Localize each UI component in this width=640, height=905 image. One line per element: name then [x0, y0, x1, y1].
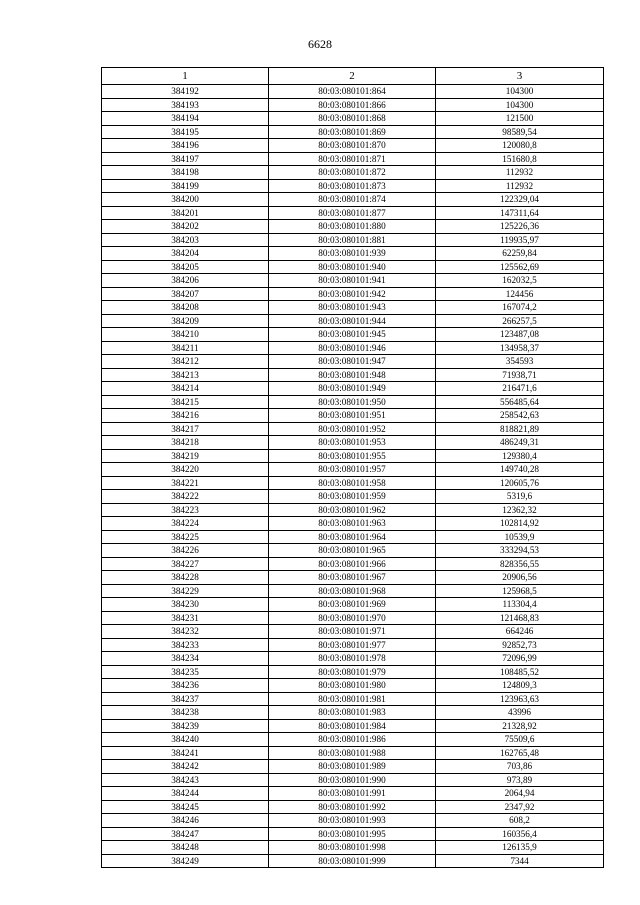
- row-number-cell: 384241: [102, 746, 269, 760]
- cadastral-number-cell: 80:03:080101:949: [269, 382, 436, 396]
- cadastral-number-cell: 80:03:080101:951: [269, 409, 436, 423]
- table-row: [102, 355, 604, 369]
- cadastral-number-cell: 80:03:080101:965: [269, 544, 436, 558]
- cadastral-number-cell: 80:03:080101:970: [269, 611, 436, 625]
- row-number-cell: 384223: [102, 503, 269, 517]
- value-cell: 973,89: [436, 773, 604, 787]
- row-number-cell: 384246: [102, 814, 269, 828]
- table-row: [102, 422, 604, 436]
- table-row: [102, 800, 604, 814]
- value-cell: 160356,4: [436, 827, 604, 841]
- table-row: [102, 490, 604, 504]
- cadastral-number-cell: 80:03:080101:943: [269, 301, 436, 315]
- value-cell: 124456: [436, 287, 604, 301]
- row-number-cell: 384218: [102, 436, 269, 450]
- row-number-cell: 384204: [102, 247, 269, 261]
- cadastral-number-cell: 80:03:080101:880: [269, 220, 436, 234]
- row-number-cell: 384232: [102, 625, 269, 639]
- row-number-cell: 384211: [102, 341, 269, 355]
- value-cell: 126135,9: [436, 841, 604, 855]
- row-number-cell: 384219: [102, 449, 269, 463]
- row-number-cell: 384199: [102, 179, 269, 193]
- cadastral-number-cell: 80:03:080101:990: [269, 773, 436, 787]
- row-number-cell: 384195: [102, 125, 269, 139]
- value-cell: 125562,69: [436, 260, 604, 274]
- cadastral-number-cell: 80:03:080101:946: [269, 341, 436, 355]
- row-number-cell: 384240: [102, 733, 269, 747]
- cadastral-number-cell: 80:03:080101:944: [269, 314, 436, 328]
- value-cell: 486249,31: [436, 436, 604, 450]
- cadastral-number-cell: 80:03:080101:872: [269, 166, 436, 180]
- cadastral-number-cell: 80:03:080101:959: [269, 490, 436, 504]
- cadastral-number-cell: 80:03:080101:971: [269, 625, 436, 639]
- value-cell: 818821,89: [436, 422, 604, 436]
- value-cell: 20906,56: [436, 571, 604, 585]
- table-row: [102, 220, 604, 234]
- table-row: [102, 841, 604, 855]
- row-number-cell: 384226: [102, 544, 269, 558]
- row-number-cell: 384235: [102, 665, 269, 679]
- value-cell: 43996: [436, 706, 604, 720]
- table-row: [102, 746, 604, 760]
- row-number-cell: 384222: [102, 490, 269, 504]
- column-header-2: 2: [269, 68, 436, 85]
- value-cell: 62259,84: [436, 247, 604, 261]
- row-number-cell: 384194: [102, 112, 269, 126]
- value-cell: 75509,6: [436, 733, 604, 747]
- row-number-cell: 384242: [102, 760, 269, 774]
- row-number-cell: 384221: [102, 476, 269, 490]
- value-cell: 119935,97: [436, 233, 604, 247]
- row-number-cell: 384236: [102, 679, 269, 693]
- cadastral-number-cell: 80:03:080101:966: [269, 557, 436, 571]
- row-number-cell: 384237: [102, 692, 269, 706]
- table-row: [102, 638, 604, 652]
- table-row: [102, 368, 604, 382]
- table-row: [102, 463, 604, 477]
- row-number-cell: 384233: [102, 638, 269, 652]
- row-number-cell: 384208: [102, 301, 269, 315]
- value-cell: 122329,04: [436, 193, 604, 207]
- cadastral-number-cell: 80:03:080101:952: [269, 422, 436, 436]
- cadastral-number-cell: 80:03:080101:983: [269, 706, 436, 720]
- cadastral-number-cell: 80:03:080101:941: [269, 274, 436, 288]
- value-cell: 2064,94: [436, 787, 604, 801]
- cadastral-number-cell: 80:03:080101:881: [269, 233, 436, 247]
- cadastral-number-cell: 80:03:080101:962: [269, 503, 436, 517]
- value-cell: 121468,83: [436, 611, 604, 625]
- table-header: [102, 68, 604, 85]
- row-number-cell: 384198: [102, 166, 269, 180]
- value-cell: 124809,3: [436, 679, 604, 693]
- table-row: [102, 476, 604, 490]
- row-number-cell: 384214: [102, 382, 269, 396]
- cadastral-number-cell: 80:03:080101:942: [269, 287, 436, 301]
- table-row: [102, 85, 604, 99]
- value-cell: 134958,37: [436, 341, 604, 355]
- cadastral-number-cell: 80:03:080101:981: [269, 692, 436, 706]
- cadastral-number-cell: 80:03:080101:957: [269, 463, 436, 477]
- value-cell: 108485,52: [436, 665, 604, 679]
- row-number-cell: 384225: [102, 530, 269, 544]
- table-row: [102, 625, 604, 639]
- page-number: 6628: [308, 37, 332, 51]
- row-number-cell: 384243: [102, 773, 269, 787]
- value-cell: 112932: [436, 166, 604, 180]
- row-number-cell: 384215: [102, 395, 269, 409]
- table-row: [102, 395, 604, 409]
- row-number-cell: 384217: [102, 422, 269, 436]
- value-cell: 12362,32: [436, 503, 604, 517]
- row-number-cell: 384229: [102, 584, 269, 598]
- table-row: [102, 125, 604, 139]
- cadastral-number-cell: 80:03:080101:868: [269, 112, 436, 126]
- table-row: [102, 773, 604, 787]
- table-row: [102, 530, 604, 544]
- row-number-cell: 384231: [102, 611, 269, 625]
- cadastral-number-cell: 80:03:080101:877: [269, 206, 436, 220]
- row-number-cell: 384239: [102, 719, 269, 733]
- value-cell: 72096,99: [436, 652, 604, 666]
- table-row: [102, 247, 604, 261]
- cadastral-number-cell: 80:03:080101:988: [269, 746, 436, 760]
- value-cell: 608,2: [436, 814, 604, 828]
- table-row: [102, 854, 604, 868]
- value-cell: 703,86: [436, 760, 604, 774]
- row-number-cell: 384212: [102, 355, 269, 369]
- table-row: [102, 665, 604, 679]
- header-row: [102, 68, 604, 85]
- cadastral-number-cell: 80:03:080101:950: [269, 395, 436, 409]
- cadastral-number-cell: 80:03:080101:947: [269, 355, 436, 369]
- value-cell: 333294,53: [436, 544, 604, 558]
- value-cell: 266257,5: [436, 314, 604, 328]
- row-number-cell: 384224: [102, 517, 269, 531]
- value-cell: 120605,76: [436, 476, 604, 490]
- cadastral-number-cell: 80:03:080101:864: [269, 85, 436, 99]
- cadastral-number-cell: 80:03:080101:945: [269, 328, 436, 342]
- cadastral-number-cell: 80:03:080101:948: [269, 368, 436, 382]
- row-number-cell: 384201: [102, 206, 269, 220]
- cadastral-number-cell: 80:03:080101:989: [269, 760, 436, 774]
- row-number-cell: 384245: [102, 800, 269, 814]
- row-number-cell: 384200: [102, 193, 269, 207]
- cadastral-number-cell: 80:03:080101:869: [269, 125, 436, 139]
- value-cell: 129380,4: [436, 449, 604, 463]
- table-row: [102, 98, 604, 112]
- value-cell: 21328,92: [436, 719, 604, 733]
- row-number-cell: 384205: [102, 260, 269, 274]
- value-cell: 5319,6: [436, 490, 604, 504]
- value-cell: 123487,08: [436, 328, 604, 342]
- row-number-cell: 384234: [102, 652, 269, 666]
- table-row: [102, 706, 604, 720]
- value-cell: 104300: [436, 98, 604, 112]
- cadastral-number-cell: 80:03:080101:999: [269, 854, 436, 868]
- table-row: [102, 328, 604, 342]
- value-cell: 125968,5: [436, 584, 604, 598]
- table-row: [102, 152, 604, 166]
- value-cell: 216471,6: [436, 382, 604, 396]
- row-number-cell: 384213: [102, 368, 269, 382]
- table-row: [102, 598, 604, 612]
- table-row: [102, 719, 604, 733]
- value-cell: 113304,4: [436, 598, 604, 612]
- value-cell: 167074,2: [436, 301, 604, 315]
- value-cell: 2347,92: [436, 800, 604, 814]
- value-cell: 71938,71: [436, 368, 604, 382]
- value-cell: 92852,73: [436, 638, 604, 652]
- table-row: [102, 692, 604, 706]
- value-cell: 258542,63: [436, 409, 604, 423]
- row-number-cell: 384228: [102, 571, 269, 585]
- value-cell: 102814,92: [436, 517, 604, 531]
- table-row: [102, 314, 604, 328]
- value-cell: 556485,64: [436, 395, 604, 409]
- cadastral-number-cell: 80:03:080101:866: [269, 98, 436, 112]
- table-row: [102, 193, 604, 207]
- cadastral-number-cell: 80:03:080101:874: [269, 193, 436, 207]
- table-row: [102, 787, 604, 801]
- value-cell: 112932: [436, 179, 604, 193]
- table-row: [102, 166, 604, 180]
- value-cell: 123963,63: [436, 692, 604, 706]
- table-row: [102, 517, 604, 531]
- table-row: [102, 382, 604, 396]
- cadastral-number-cell: 80:03:080101:968: [269, 584, 436, 598]
- cadastral-number-cell: 80:03:080101:986: [269, 733, 436, 747]
- cadastral-number-cell: 80:03:080101:958: [269, 476, 436, 490]
- value-cell: 121500: [436, 112, 604, 126]
- row-number-cell: 384227: [102, 557, 269, 571]
- cadastral-number-cell: 80:03:080101:870: [269, 139, 436, 153]
- table-body: [102, 85, 604, 868]
- row-number-cell: 384244: [102, 787, 269, 801]
- table-row: [102, 301, 604, 315]
- cadastral-number-cell: 80:03:080101:978: [269, 652, 436, 666]
- cadastral-number-cell: 80:03:080101:871: [269, 152, 436, 166]
- cadastral-number-cell: 80:03:080101:939: [269, 247, 436, 261]
- column-header-1: 1: [102, 68, 269, 85]
- table-row: [102, 206, 604, 220]
- row-number-cell: 384210: [102, 328, 269, 342]
- row-number-cell: 384216: [102, 409, 269, 423]
- row-number-cell: 384238: [102, 706, 269, 720]
- cadastral-number-cell: 80:03:080101:964: [269, 530, 436, 544]
- table-row: [102, 584, 604, 598]
- cadastral-number-cell: 80:03:080101:940: [269, 260, 436, 274]
- table-row: [102, 544, 604, 558]
- table-row: [102, 679, 604, 693]
- cadastral-number-cell: 80:03:080101:991: [269, 787, 436, 801]
- table-row: [102, 260, 604, 274]
- row-number-cell: 384206: [102, 274, 269, 288]
- table-row: [102, 503, 604, 517]
- value-cell: 10539,9: [436, 530, 604, 544]
- table-row: [102, 611, 604, 625]
- table-row: [102, 827, 604, 841]
- cadastral-number-cell: 80:03:080101:967: [269, 571, 436, 585]
- value-cell: 120080,8: [436, 139, 604, 153]
- column-header-3: 3: [436, 68, 604, 85]
- table-row: [102, 233, 604, 247]
- data-table: [101, 67, 604, 868]
- value-cell: 162032,5: [436, 274, 604, 288]
- table-row: [102, 449, 604, 463]
- table-row: [102, 571, 604, 585]
- row-number-cell: 384203: [102, 233, 269, 247]
- row-number-cell: 384193: [102, 98, 269, 112]
- row-number-cell: 384192: [102, 85, 269, 99]
- value-cell: 147311,64: [436, 206, 604, 220]
- row-number-cell: 384196: [102, 139, 269, 153]
- table-row: [102, 814, 604, 828]
- row-number-cell: 384249: [102, 854, 269, 868]
- value-cell: 664246: [436, 625, 604, 639]
- value-cell: 151680,8: [436, 152, 604, 166]
- cadastral-number-cell: 80:03:080101:993: [269, 814, 436, 828]
- row-number-cell: 384202: [102, 220, 269, 234]
- cadastral-number-cell: 80:03:080101:963: [269, 517, 436, 531]
- table-row: [102, 409, 604, 423]
- cadastral-number-cell: 80:03:080101:955: [269, 449, 436, 463]
- cadastral-number-cell: 80:03:080101:969: [269, 598, 436, 612]
- table-row: [102, 760, 604, 774]
- table-row: [102, 287, 604, 301]
- row-number-cell: 384248: [102, 841, 269, 855]
- table-row: [102, 436, 604, 450]
- table-row: [102, 341, 604, 355]
- table-row: [102, 274, 604, 288]
- table-row: [102, 557, 604, 571]
- cadastral-number-cell: 80:03:080101:979: [269, 665, 436, 679]
- cadastral-number-cell: 80:03:080101:998: [269, 841, 436, 855]
- value-cell: 125226,36: [436, 220, 604, 234]
- value-cell: 162765,48: [436, 746, 604, 760]
- row-number-cell: 384220: [102, 463, 269, 477]
- table-row: [102, 733, 604, 747]
- cadastral-number-cell: 80:03:080101:873: [269, 179, 436, 193]
- cadastral-number-cell: 80:03:080101:984: [269, 719, 436, 733]
- cadastral-number-cell: 80:03:080101:992: [269, 800, 436, 814]
- row-number-cell: 384230: [102, 598, 269, 612]
- row-number-cell: 384247: [102, 827, 269, 841]
- row-number-cell: 384207: [102, 287, 269, 301]
- cadastral-number-cell: 80:03:080101:980: [269, 679, 436, 693]
- cadastral-number-cell: 80:03:080101:977: [269, 638, 436, 652]
- table-row: [102, 139, 604, 153]
- cadastral-number-cell: 80:03:080101:995: [269, 827, 436, 841]
- table-row: [102, 112, 604, 126]
- value-cell: 7344: [436, 854, 604, 868]
- row-number-cell: 384209: [102, 314, 269, 328]
- table-row: [102, 652, 604, 666]
- value-cell: 104300: [436, 85, 604, 99]
- value-cell: 354593: [436, 355, 604, 369]
- value-cell: 98589,54: [436, 125, 604, 139]
- row-number-cell: 384197: [102, 152, 269, 166]
- cadastral-number-cell: 80:03:080101:953: [269, 436, 436, 450]
- value-cell: 149740,28: [436, 463, 604, 477]
- value-cell: 828356,55: [436, 557, 604, 571]
- table-row: [102, 179, 604, 193]
